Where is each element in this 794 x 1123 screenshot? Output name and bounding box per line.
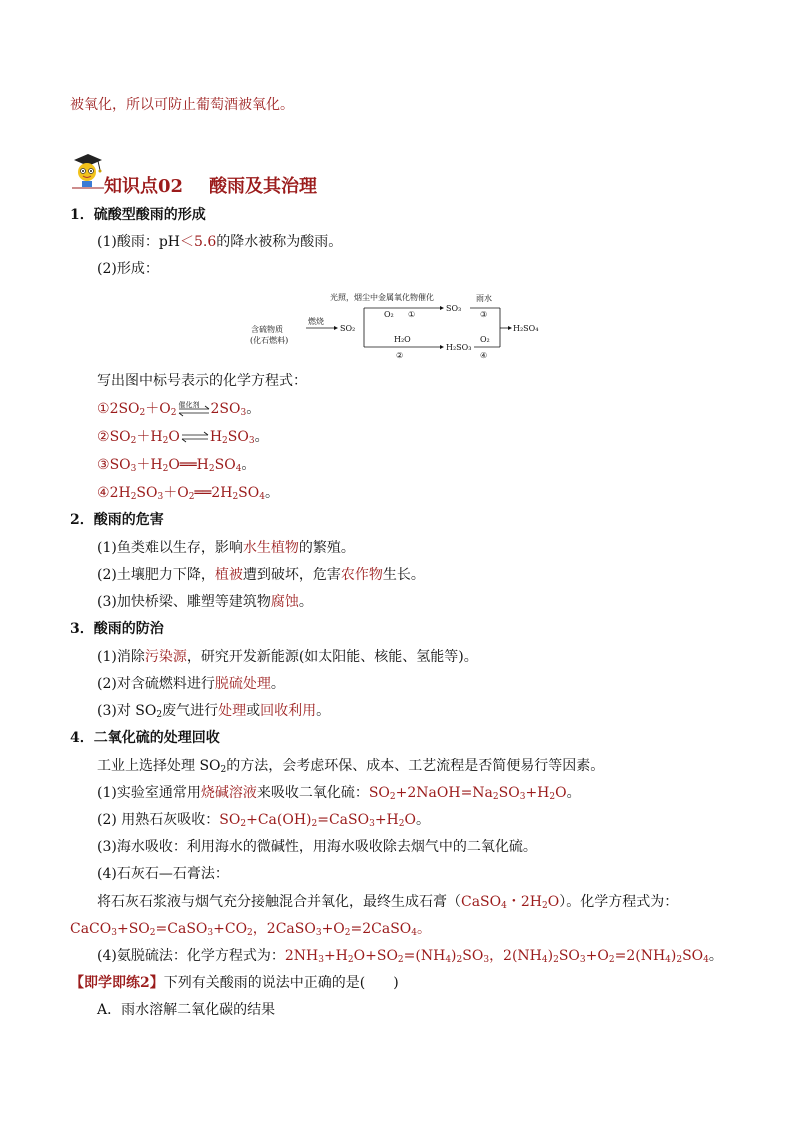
s1-item1-value: ＜5.6 [180, 234, 217, 250]
equation-2-period: 。 [254, 429, 269, 445]
diagram-so2: SO₂ [340, 324, 356, 333]
s3-item3-d: 或 [246, 703, 261, 719]
s2-item2-d: 农作物 [340, 567, 383, 583]
s4-heading: 4．二氧化硫的处理回收 [70, 730, 220, 746]
intro-text: 被氧化，所以可防止葡萄酒被氧化。 [70, 97, 294, 113]
s3-heading: 3．酸雨的防治 [70, 621, 164, 637]
s2-item1-b: 水生植物 [242, 540, 299, 556]
diagram-cond-top: 光照，烟尘中金属氧化物催化 [330, 293, 434, 302]
s2-item3-b: 腐蚀 [270, 594, 299, 610]
equation-4-number: ④ [97, 485, 110, 501]
section-label: 知识点02 [104, 176, 184, 197]
diagram-source-sub: (化石燃料) [250, 336, 289, 345]
s4-item2-equation: $SO_2+Ca(OH)_2=CaSO_3+H_2O$ [219, 812, 416, 829]
acid-rain-formation-diagram [248, 288, 558, 364]
s4-item5-a: (4)氨脱硫法：化学方程式为： [97, 948, 285, 964]
equation-3-period: 。 [241, 457, 256, 473]
s4-item4-text-a: 将石灰石浆液与烟气充分接触混合并氧化，最终生成石膏（ [97, 894, 461, 910]
s4-item1-c: 来吸收二氧化硫： [256, 785, 369, 801]
diagram-burn: 燃烧 [308, 317, 324, 326]
s3-item2-c: 。 [270, 676, 285, 692]
s2-item2-e: 生长。 [382, 567, 425, 583]
s2-item2-a: (2)土壤肥力下降， [97, 567, 215, 583]
s3-item1 [97, 648, 478, 666]
s4-intro-a: 工业上选择处理 SO [97, 758, 221, 774]
s4-item1-b: 烧碱溶液 [200, 785, 257, 801]
s4-item1-equation: $SO_2+2NaOH=Na_2SO_3+H_2O$ [368, 785, 567, 802]
equation-4: $④2H_2SO_3+O_2══2H_2SO_4$。 [97, 485, 279, 502]
student-mascot-icon [70, 150, 106, 190]
s3-item1-c: ，研究开发新能源(如太阳能、核能、氢能等)。 [186, 649, 478, 665]
s1-item1-post: 的降水被称为酸雨。 [216, 234, 343, 250]
s3-item3-a: (3)对 SO [97, 703, 157, 719]
s4-intro: 工业上选择处理 $SO_2$的方法，会考虑环保、成本、工艺流程是否简便易行等因素。 [97, 758, 605, 775]
equation-2-reversible-arrow [180, 431, 210, 443]
diagram-marker-1: ① [408, 310, 416, 319]
s4-item2: (2) 用熟石灰吸收：$SO_2+Ca(OH)_2=CaSO_3+H_2O$。 [97, 812, 430, 829]
s4-intro-b: 的方法，会考虑环保、成本、工艺流程是否简便易行等因素。 [226, 758, 605, 774]
s3-item1-b: 污染源 [144, 649, 187, 665]
s2-item2-b: 植被 [214, 567, 243, 583]
s1-heading: 1．硫酸型酸雨的形成 [70, 207, 206, 223]
s3-item2-b: 脱硫处理 [214, 676, 271, 692]
s2-item1 [97, 539, 355, 557]
equation-1-catalyst: 催化剂 [178, 401, 200, 409]
section-topic: 酸雨及其治理 [209, 176, 318, 197]
equation-3: $③SO_3+H_2O══H_2SO_4$。 [97, 457, 256, 474]
s4-item4-equations: $CaCO_3+SO_2=CaSO_3+CO_2$，$2CaSO_3+O_2=2CaSO_4$。 [70, 921, 432, 938]
s2-item3-c: 。 [298, 594, 313, 610]
exercise-tag: 【即学即练2】 [70, 975, 164, 991]
diagram-h2so3: H₂SO₃ [446, 343, 472, 352]
s2-item1-c: 的繁殖。 [298, 540, 355, 556]
equation-3-number: ③ [97, 457, 110, 473]
s3-item2 [97, 675, 285, 693]
s1-item2: (2)形成： [97, 261, 159, 277]
s1-item1 [97, 233, 342, 251]
diagram-h2so4: H₂SO₄ [513, 324, 539, 333]
equation-1: $①2SO_2+O_2$ 催化剂 $2SO_3$。 [97, 400, 260, 418]
s4-item5: (4)氨脱硫法：化学方程式为：$2NH_3+H_2O+SO_2=(NH_4)_2SO_3$，$2(NH_4)_2SO_3+O_2=2(NH_4)_2SO_4$。 [97, 948, 723, 965]
equation-1-period: 。 [246, 401, 261, 417]
diagram-o2: O₂ [384, 310, 394, 319]
equation-2-number: ② [97, 429, 110, 445]
s4-item4-text-b: ）。化学方程式为： [559, 894, 679, 910]
diagram-o2-b: O₂ [480, 335, 490, 344]
diagram-marker-3: ③ [480, 310, 488, 319]
s3-item2-a: (2)对含硫燃料进行 [97, 676, 215, 692]
s4-item1: (1)实验室通常用烧碱溶液来吸收二氧化硫：$SO_2+2NaOH=Na_2SO_3+H_2O$。 [97, 785, 581, 802]
s4-item4: (4)石灰石—石膏法： [97, 866, 229, 882]
diagram-so3: SO₃ [446, 304, 462, 313]
s2-item2-c: 遭到破坏，危害 [242, 567, 341, 583]
s4-item5-equations: $2NH_3+H_2O+SO_2=(NH_4)_2SO_3$，$2(NH_4)_2SO_3+O_2=2(NH_4)_2SO_4$ [284, 948, 709, 965]
s2-item1-a: (1)鱼类难以生存，影响 [97, 540, 243, 556]
diagram-rain: 雨水 [476, 294, 492, 303]
equation-1-number: ① [97, 401, 110, 417]
diagram-h2o: H₂O [394, 335, 411, 344]
exercise-question-text: 下列有关酸雨的说法中正确的是( ) [163, 975, 399, 991]
s4-item2-a: (2) 用熟石灰吸收： [97, 812, 220, 828]
diagram-marker-4: ④ [480, 351, 488, 360]
s2-heading: 2．酸雨的危害 [70, 512, 164, 528]
diagram-marker-2: ② [396, 351, 404, 360]
s4-item1-a: (1)实验室通常用 [97, 785, 201, 801]
equation-1-reversible-arrow [177, 403, 211, 415]
s2-item2 [97, 566, 425, 584]
exercise-question [70, 974, 399, 992]
exercise-option-a[interactable]: A．雨水溶解二氧化碳的结果 [97, 1002, 276, 1018]
s3-item3-e: 回收利用 [260, 703, 317, 719]
s4-item4-text [97, 893, 678, 911]
s2-item3 [97, 593, 313, 611]
s3-item3-f: 。 [316, 703, 331, 719]
s3-item1-a: (1)消除 [97, 649, 145, 665]
s3-item3: (3)对 $SO_2$废气进行处理或回收利用。 [97, 703, 331, 720]
gypsum-formula: CaSO$_4$・$2H_2O$ [461, 894, 560, 911]
s2-item3-a: (3)加快桥梁、雕塑等建筑物 [97, 594, 271, 610]
equation-4-period: 。 [264, 485, 279, 501]
equation-2: $②SO_2+H_2O$ $H_2SO_3$。 [97, 429, 269, 446]
equations-intro: 写出图中标号表示的化学方程式： [97, 373, 307, 389]
s1-item1-pre: (1)酸雨：pH [97, 234, 181, 250]
s4-item3: (3)海水吸收：利用海水的微碱性，用海水吸收除去烟气中的二氧化硫。 [97, 839, 537, 855]
s3-item3-c: 处理 [218, 703, 247, 719]
diagram-source: 含硫物质 [251, 325, 283, 334]
s3-item3-b: 废气进行 [162, 703, 219, 719]
